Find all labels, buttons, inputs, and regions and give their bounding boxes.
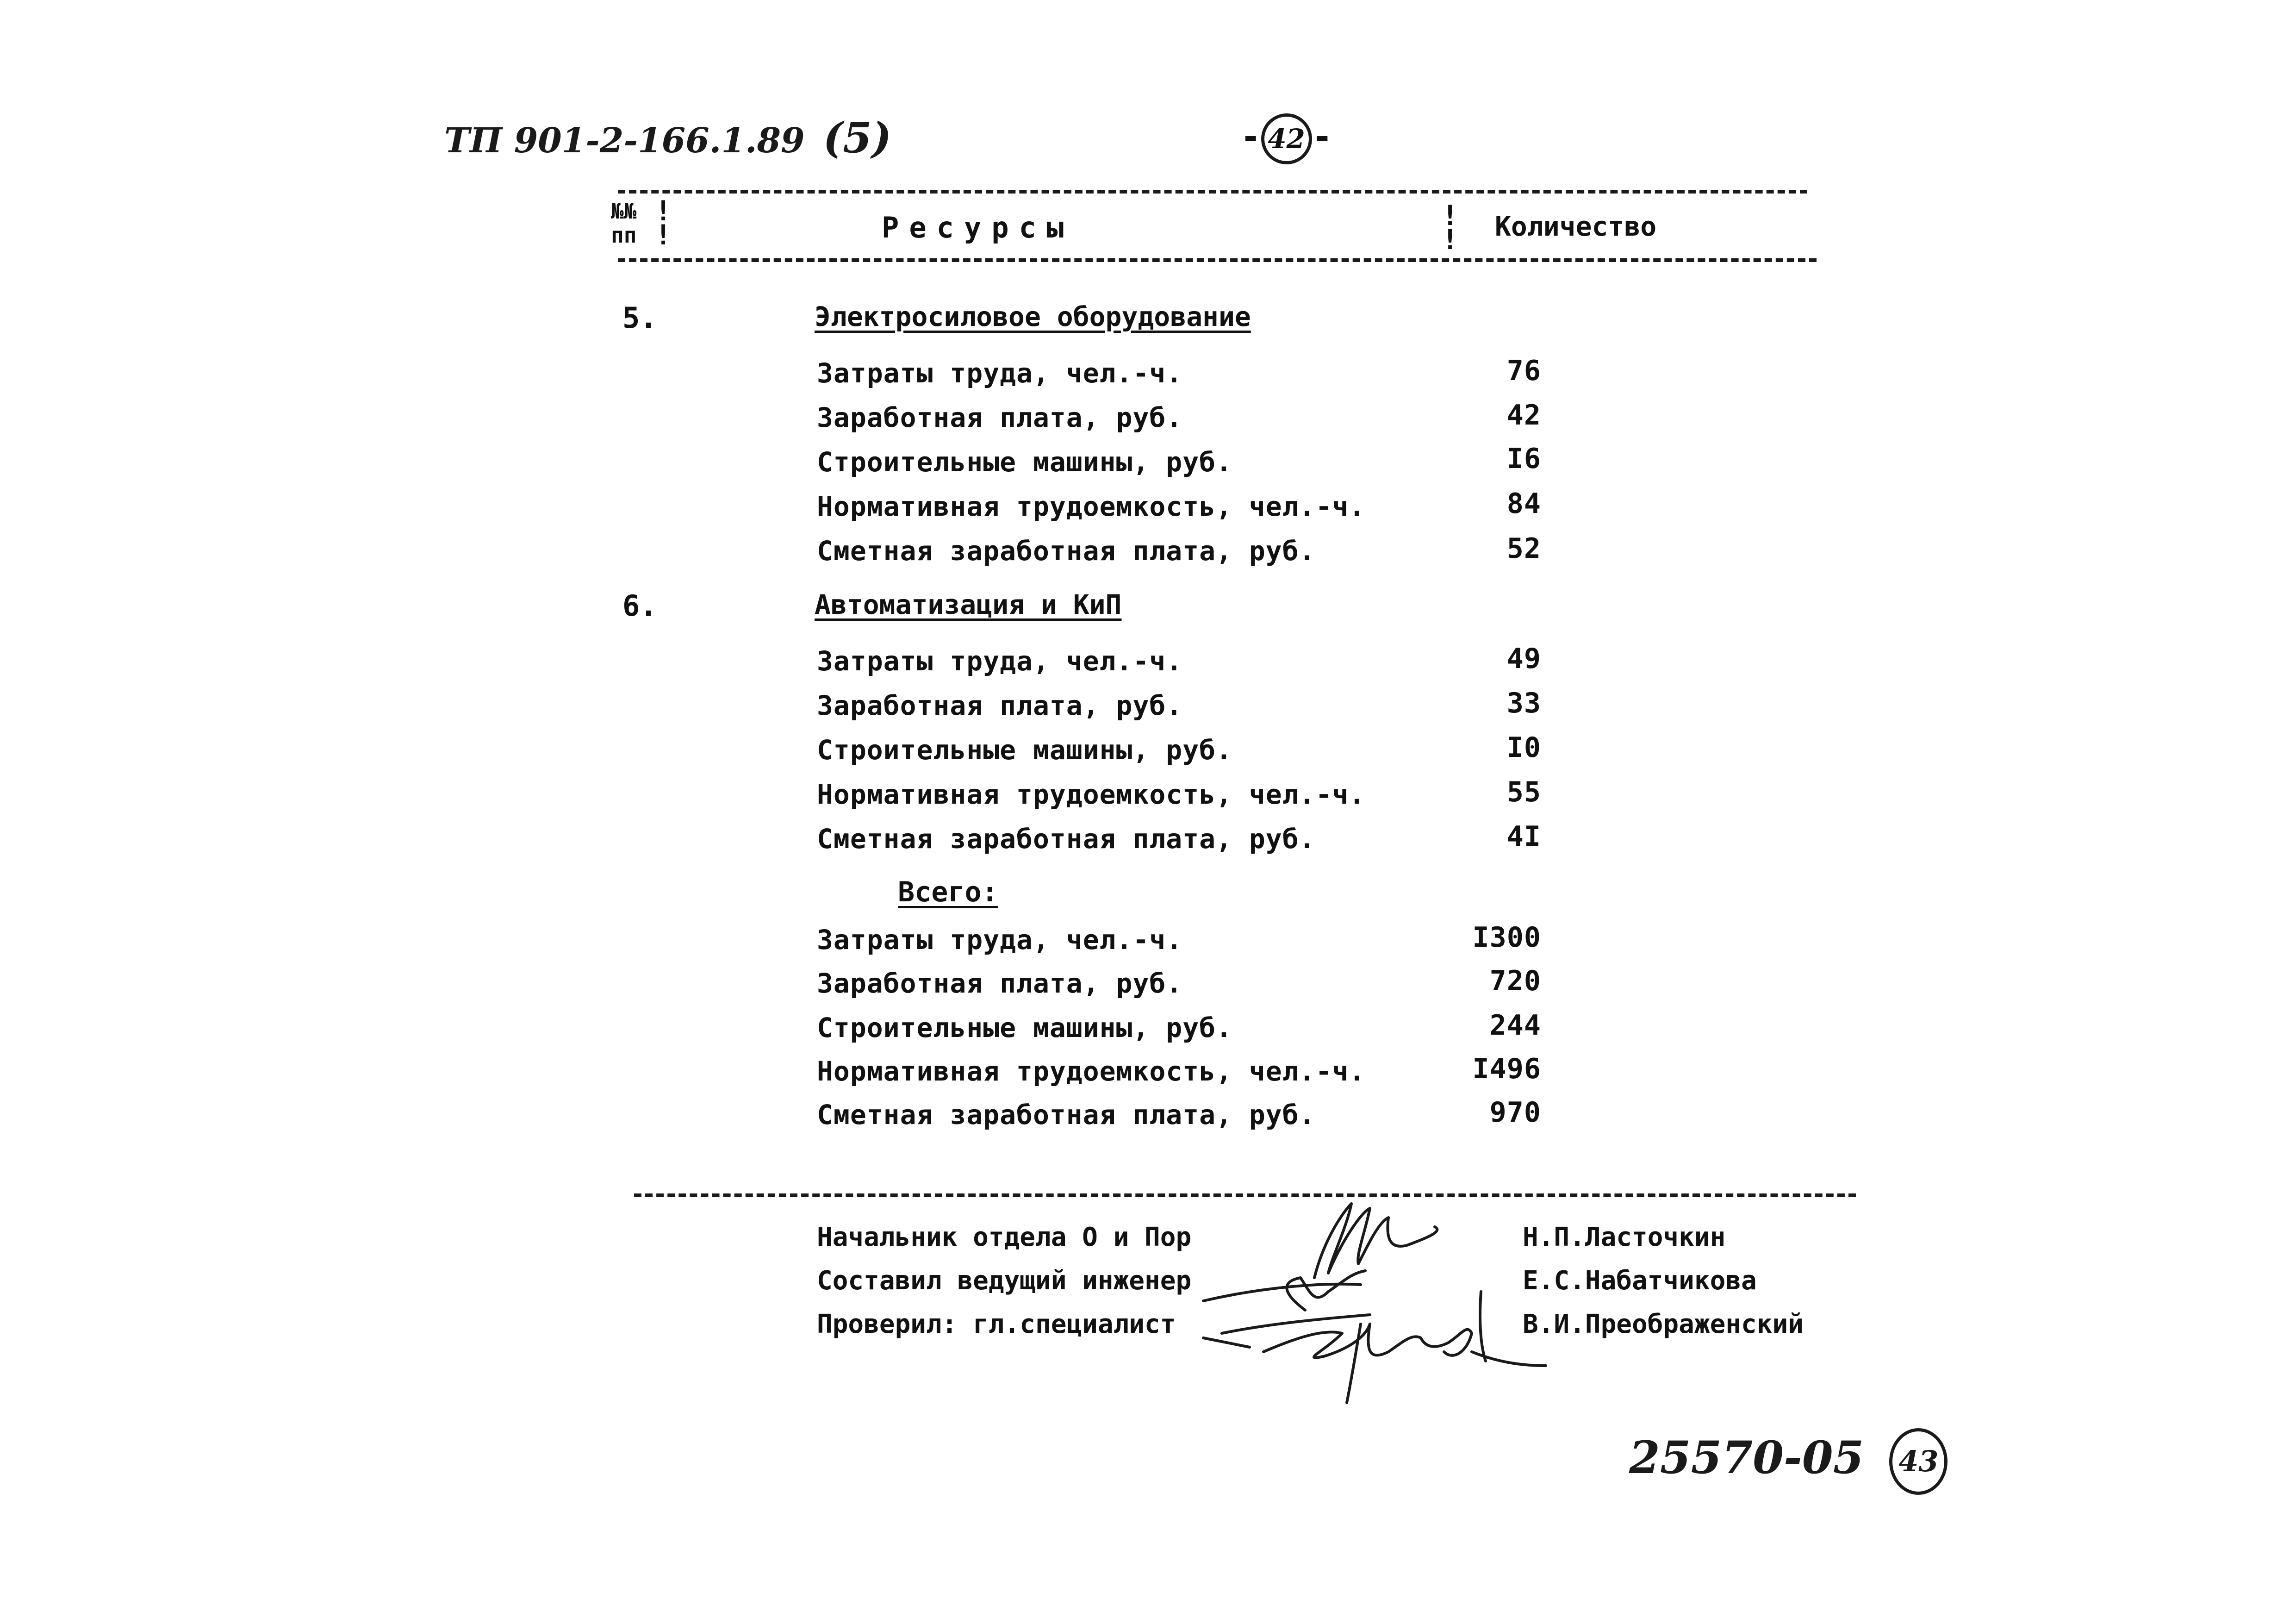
total-value: 244 [1489,1009,1541,1042]
page-number: - 42 - [1240,113,1332,164]
total-value: 720 [1489,965,1541,997]
page-number-circle: 42 [1261,113,1312,164]
column-separator-right: ! ! [1442,200,1459,256]
resource-label: Нормативная трудоемкость, чел.-ч. [817,491,1366,522]
handwritten-signatures [1148,1185,1564,1426]
section-number: 5. [622,301,657,335]
total-label: Затраты труда, чел.-ч. [817,924,1183,956]
registration-stamp [1629,1428,1948,1495]
signature-name: В.И.Преображенский [1523,1309,1804,1339]
resource-label: Сметная заработная плата, руб. [817,535,1316,567]
table-header-bottom-rule [618,258,1817,262]
resource-value: 33 [1506,687,1541,719]
resource-label: Заработная плата, руб. [817,402,1183,433]
table-header-top-rule [618,190,1807,194]
resource-value: 76 [1506,355,1541,387]
resource-value: 52 [1506,532,1541,565]
resource-value: I6 [1506,443,1541,475]
document-part: (5) [823,113,892,162]
resource-label: Затраты труда, чел.-ч. [817,645,1183,677]
total-value: I496 [1472,1053,1541,1085]
total-value: 970 [1489,1096,1541,1129]
total-label: Заработная плата, руб. [817,968,1183,999]
column-header-resources: Ресурсы [882,211,1074,244]
column-header-quantity: Количество [1495,211,1657,242]
registration-number: 25570-05 [1629,1431,1864,1484]
section-title: Электросиловое оборудование [815,301,1251,332]
total-title: Всего: [898,876,998,908]
sheet-number-circle: 43 [1889,1428,1948,1495]
document-code-text: ТП 901-2-166.1.89 [444,121,805,161]
column-separator-left: ! ! [655,195,672,251]
total-label: Сметная заработная плата, руб. [817,1099,1316,1131]
resource-label: Строительные машины, руб. [817,734,1232,766]
resource-value: 84 [1506,487,1541,520]
signature-role: Проверил: гл.специалист [817,1309,1176,1339]
document-code [444,113,891,162]
resource-value: 49 [1506,643,1541,675]
resource-value: 42 [1506,399,1541,431]
resource-label: Заработная плата, руб. [817,690,1183,721]
resource-label: Сметная заработная плата, руб. [817,823,1316,855]
total-label: Нормативная трудоемкость, чел.-ч. [817,1056,1366,1087]
signature-name: Н.П.Ласточкин [1523,1222,1726,1252]
column-header-number: №№ пп [611,199,637,248]
total-label: Строительные машины, руб. [817,1012,1232,1043]
resource-label: Строительные машины, руб. [817,446,1232,478]
total-value: I300 [1472,921,1541,954]
signature-role: Составил ведущий инженер [817,1266,1192,1296]
resource-label: Нормативная трудоемкость, чел.-ч. [817,779,1366,810]
signature-name: Е.С.Набатчикова [1523,1266,1757,1296]
section-title: Автоматизация и КиП [815,589,1122,620]
signature-role: Начальник отдела О и Пор [817,1222,1192,1252]
section-number: 6. [622,589,657,623]
resource-value: 4I [1506,820,1541,853]
resource-value: I0 [1506,731,1541,764]
resource-label: Затраты труда, чел.-ч. [817,357,1183,389]
resource-value: 55 [1506,776,1541,808]
